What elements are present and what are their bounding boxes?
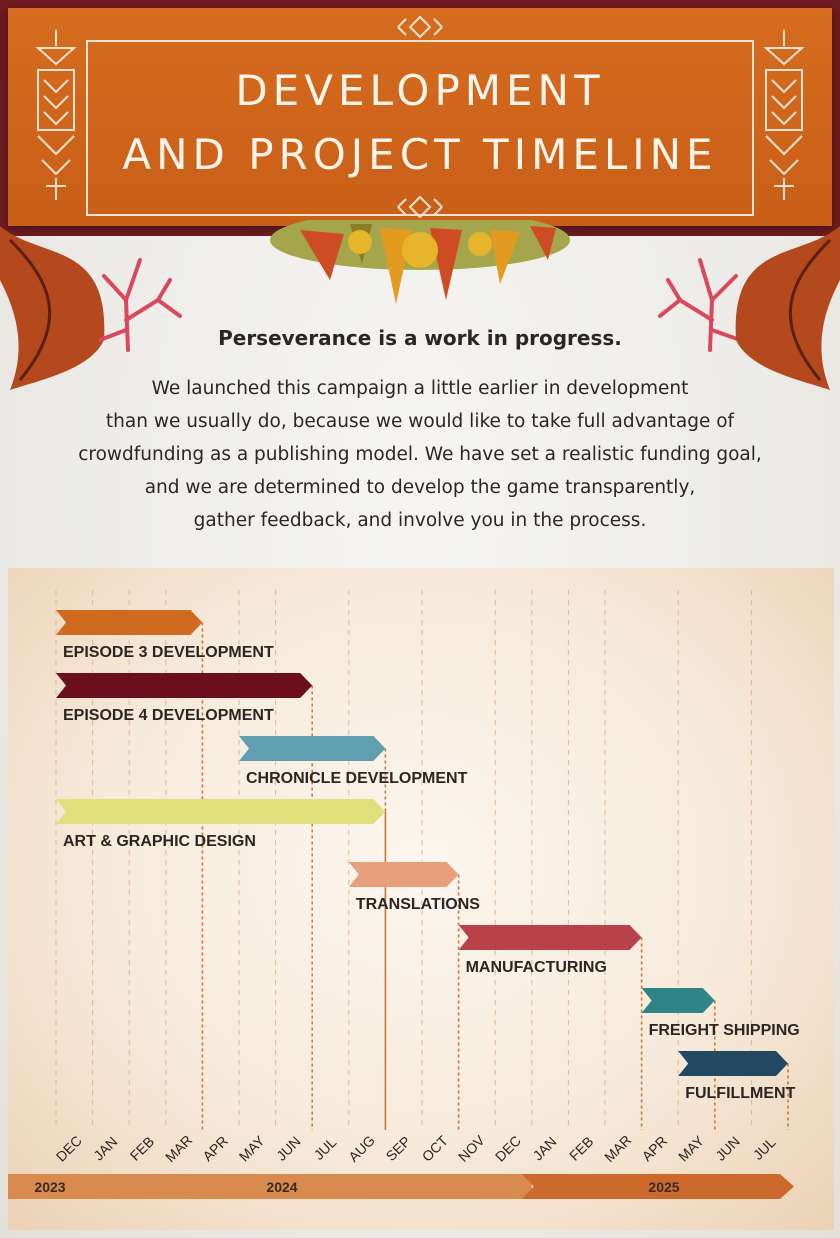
month-tick-label: JUL bbox=[749, 1134, 779, 1163]
task-bar bbox=[459, 925, 642, 950]
year-label: 2025 bbox=[648, 1179, 680, 1195]
task-label: ART & GRAPHIC DESIGN bbox=[63, 833, 256, 850]
month-tick-label: JAN bbox=[90, 1133, 121, 1164]
month-tick-label: SEP bbox=[382, 1132, 414, 1165]
task-label: CHRONICLE DEVELOPMENT bbox=[246, 770, 468, 787]
month-grid bbox=[56, 590, 751, 1130]
page-title-line-2: AND PROJECT TIMELINE bbox=[122, 130, 718, 179]
task-bar bbox=[56, 610, 202, 635]
task-bar bbox=[56, 799, 385, 824]
year-label: 2024 bbox=[266, 1179, 298, 1195]
month-tick-label: JUN bbox=[712, 1133, 743, 1164]
month-tick-label: JUN bbox=[273, 1133, 304, 1164]
month-tick-label: MAR bbox=[161, 1131, 196, 1166]
year-label: 2023 bbox=[34, 1179, 66, 1195]
month-tick-label: APR bbox=[199, 1132, 232, 1165]
month-tick-label: FEB bbox=[126, 1133, 158, 1164]
task-bars bbox=[56, 610, 800, 1130]
month-tick-label: JAN bbox=[529, 1133, 560, 1164]
year-axis bbox=[8, 1174, 794, 1199]
intro-line: gather feedback, and involve you in the process. bbox=[193, 510, 647, 531]
month-axis bbox=[53, 1132, 779, 1166]
month-tick-label: OCT bbox=[418, 1132, 451, 1165]
month-tick-label: MAY bbox=[674, 1132, 707, 1165]
task-label: EPISODE 4 DEVELOPMENT bbox=[63, 707, 274, 724]
month-tick-label: NOV bbox=[454, 1132, 488, 1165]
page-title-line-1: DEVELOPMENT bbox=[235, 66, 605, 115]
month-tick-label: AUG bbox=[345, 1132, 378, 1165]
intro-line: and we are determined to develop the game transparently, bbox=[144, 477, 696, 498]
intro-line: We launched this campaign a little earlier in development bbox=[151, 378, 689, 399]
task-bar bbox=[349, 862, 459, 887]
task-bar bbox=[678, 1051, 788, 1076]
task-label: FULFILLMENT bbox=[685, 1085, 796, 1102]
month-tick-label: APR bbox=[638, 1132, 671, 1165]
task-bar bbox=[642, 988, 715, 1013]
month-tick-label: JUL bbox=[310, 1134, 340, 1163]
month-tick-label: MAY bbox=[235, 1132, 268, 1165]
intro-line: than we usually do, because we would like to take full advantage of bbox=[105, 411, 735, 432]
task-bar bbox=[239, 736, 385, 761]
month-tick-label: DEC bbox=[52, 1132, 85, 1165]
task-label: FREIGHT SHIPPING bbox=[648, 1022, 800, 1039]
month-tick-label: FEB bbox=[565, 1133, 597, 1164]
task-label: TRANSLATIONS bbox=[355, 896, 480, 913]
intro-line: crowdfunding as a publishing model. We have set a realistic funding goal, bbox=[78, 444, 762, 465]
task-label: EPISODE 3 DEVELOPMENT bbox=[63, 644, 274, 661]
month-tick-label: MAR bbox=[601, 1131, 635, 1166]
month-tick-label: DEC bbox=[491, 1132, 525, 1165]
tagline: Perseverance is a work in progress. bbox=[218, 326, 622, 350]
task-label: MANUFACTURING bbox=[465, 959, 607, 976]
task-bar bbox=[56, 673, 312, 698]
